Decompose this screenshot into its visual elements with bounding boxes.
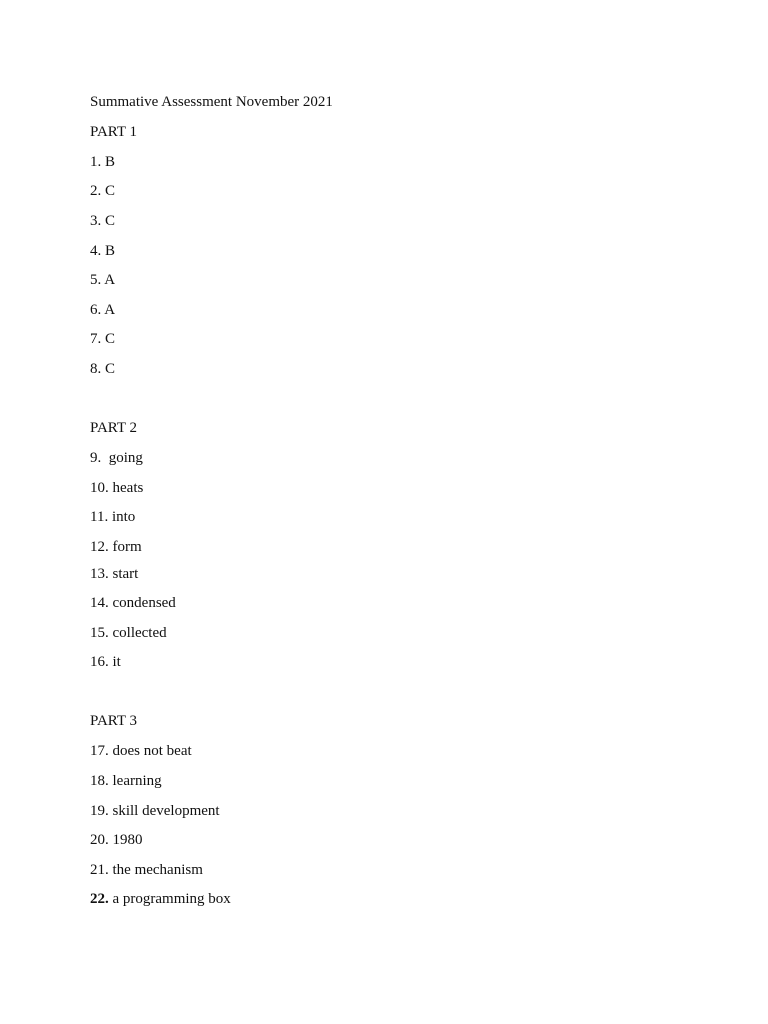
answer-item: [90, 479, 143, 497]
item-number: 9.: [90, 450, 105, 466]
answer-item: [90, 624, 167, 642]
item-number: 10.: [90, 480, 109, 496]
answer-item: [90, 594, 176, 612]
item-answer: into: [111, 509, 136, 525]
item-number: 12.: [90, 539, 109, 555]
item-number: 22.: [90, 891, 109, 907]
item-answer: collected: [112, 625, 167, 641]
item-number: 21.: [90, 862, 109, 878]
item-number: 5.: [90, 272, 102, 288]
answer-item: [90, 565, 138, 583]
answer-item: [90, 890, 231, 908]
item-number: 18.: [90, 773, 109, 789]
item-answer: 1980: [112, 832, 143, 848]
item-answer: C: [105, 213, 116, 229]
item-answer: does not beat: [112, 743, 192, 759]
answer-item: [90, 242, 115, 260]
item-answer: B: [105, 154, 116, 170]
item-number: 14.: [90, 595, 109, 611]
part-1-heading: PART 1: [90, 124, 138, 140]
item-answer: a programming box: [112, 891, 231, 907]
answer-item: [90, 271, 115, 289]
answer-item: [90, 772, 162, 790]
answer-item: [90, 212, 115, 230]
item-answer: going: [108, 450, 143, 466]
item-number: 2.: [90, 183, 102, 199]
answer-item: [90, 301, 115, 319]
item-answer: the mechanism: [112, 862, 203, 878]
item-number: 15.: [90, 625, 109, 641]
answer-item: [90, 742, 192, 760]
item-number: 13.: [90, 566, 109, 582]
item-answer: skill development: [112, 803, 220, 819]
item-number: 20.: [90, 832, 109, 848]
answer-item: [90, 153, 115, 171]
item-number: 11.: [90, 509, 109, 525]
answer-item: [90, 831, 143, 849]
answer-item: [90, 508, 135, 526]
item-answer: it: [112, 654, 121, 670]
answer-item: [90, 538, 142, 556]
answer-item: [90, 449, 143, 467]
answer-item: [90, 330, 115, 348]
item-number: 1.: [90, 154, 102, 170]
item-number: 7.: [90, 331, 102, 347]
item-answer: condensed: [112, 595, 176, 611]
item-number: 8.: [90, 361, 102, 377]
answer-item: [90, 182, 115, 200]
item-number: 16.: [90, 654, 109, 670]
item-answer: C: [105, 331, 116, 347]
part-2-heading: PART 2: [90, 420, 138, 436]
answer-item: [90, 653, 121, 671]
item-number: 17.: [90, 743, 109, 759]
item-answer: A: [104, 272, 116, 288]
answer-item: [90, 861, 203, 879]
item-answer: C: [105, 361, 116, 377]
document-title: Summative Assessment November 2021: [90, 94, 333, 110]
item-answer: start: [112, 566, 139, 582]
item-number: 4.: [90, 243, 102, 259]
item-number: 3.: [90, 213, 102, 229]
item-number: 19.: [90, 803, 109, 819]
item-answer: heats: [112, 480, 144, 496]
item-answer: C: [105, 183, 116, 199]
item-answer: B: [105, 243, 116, 259]
answer-item: [90, 360, 115, 378]
item-answer: A: [104, 302, 116, 318]
part-3-heading: PART 3: [90, 713, 138, 729]
item-number: 6.: [90, 302, 102, 318]
item-answer: form: [112, 539, 142, 555]
answer-item: [90, 802, 220, 820]
item-answer: learning: [112, 773, 162, 789]
